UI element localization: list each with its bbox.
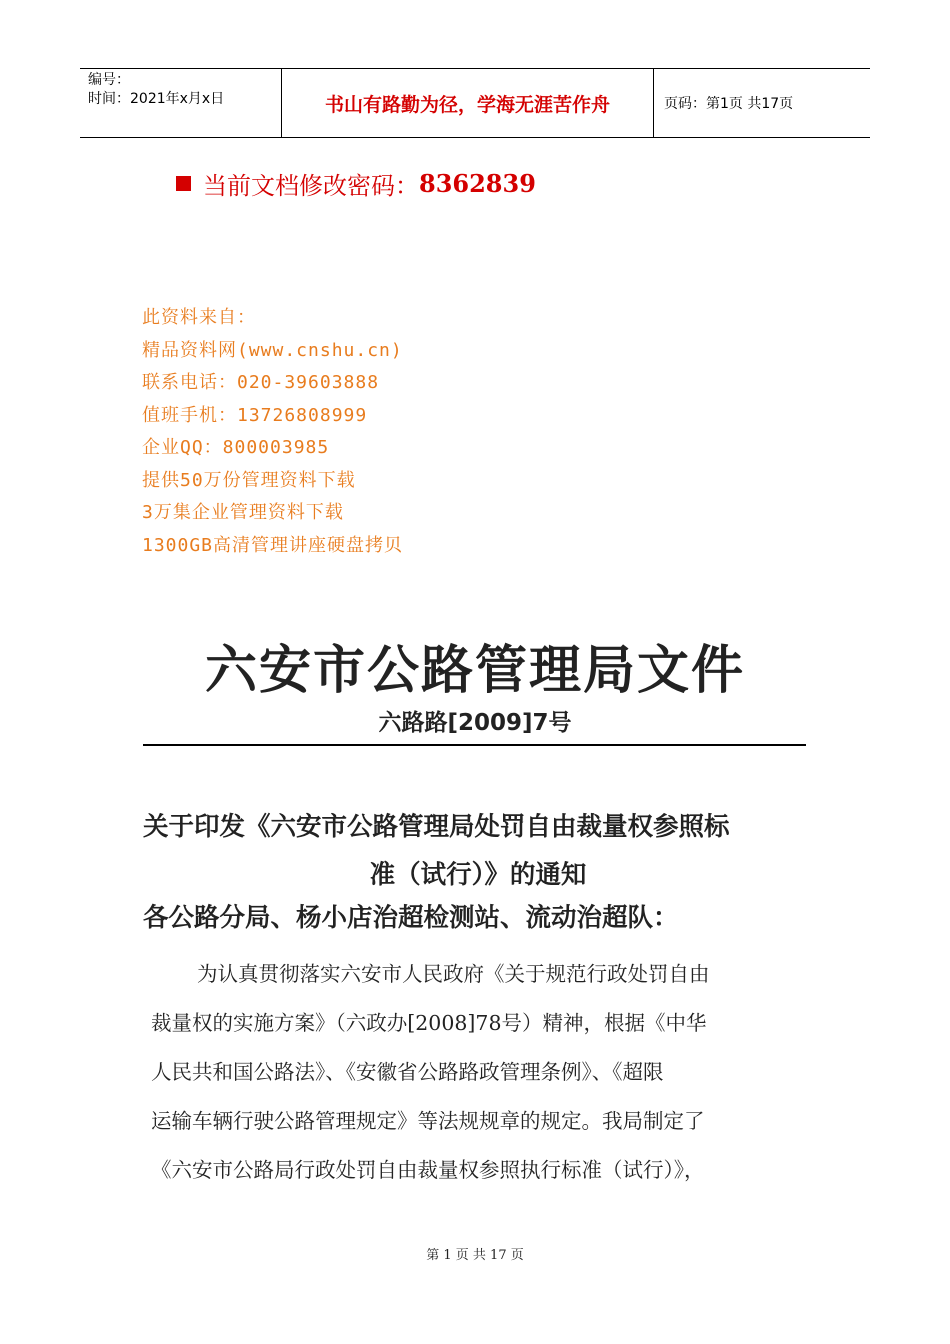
password-line (176, 166, 536, 201)
document-number: 六路路[2009]7号 (378, 710, 572, 736)
header-motto-cell (282, 69, 654, 137)
password-value: 8362839 (419, 169, 536, 198)
recipients: 各公路分局、杨小店治超检测站、流动治超队： (143, 903, 679, 933)
page-info: 页码：第1页 共17页 (664, 96, 794, 112)
number-label: 编号： (88, 72, 130, 88)
header-table (80, 68, 870, 138)
body-line: 运输车辆行驶公路管理规定》等法规规章的规定。我局制定了 (151, 1109, 705, 1133)
source-line: 企业QQ：800003985 (142, 437, 330, 458)
source-info-block (142, 302, 403, 562)
body-line: 裁量权的实施方案》（六政办[2008]78号）精神，根据《中华 (151, 1011, 707, 1035)
notice-title-line: 关于印发《六安市公路管理局处罚自由裁量权参照标 (143, 812, 730, 842)
body-paragraph (151, 950, 811, 1195)
time-label: 时间：2021年x月x日 (88, 91, 225, 107)
notice-title (143, 803, 813, 899)
source-line: 此资料来自： (142, 307, 256, 328)
header-page-cell (654, 69, 870, 137)
source-line: 值班手机：13726808999 (142, 404, 368, 426)
body-line: 为认真贯彻落实六安市人民政府《关于规范行政处罚自由 (197, 962, 710, 986)
body-line: 人民共和国公路法》、《安徽省公路路政管理条例》、《超限 (151, 1060, 664, 1084)
password-label: 当前文档修改密码： (203, 172, 419, 200)
source-line: 1300GB高清管理讲座硬盘拷贝 (142, 534, 404, 556)
source-line: 联系电话：020-39603888 (142, 372, 380, 393)
red-square-bullet-icon (176, 176, 191, 191)
source-line: 提供50万份管理资料下载 (142, 469, 356, 491)
document-title: 六安市公路管理局文件 (204, 641, 745, 701)
body-line: 《六安市公路局行政处罚自由裁量权参照执行标准（试行）》， (151, 1158, 705, 1182)
source-line: 精品资料网(www.cnshu.cn) (142, 339, 403, 361)
header-meta-cell (80, 69, 282, 137)
notice-title-line: 准（试行）》的通知 (369, 860, 587, 890)
motto-text: 书山有路勤为径，学海无涯苦作舟 (324, 93, 610, 116)
title-divider (143, 744, 806, 746)
source-line: 3万集企业管理资料下载 (142, 502, 344, 523)
page-footer: 第 1 页 共 17 页 (426, 1248, 524, 1263)
